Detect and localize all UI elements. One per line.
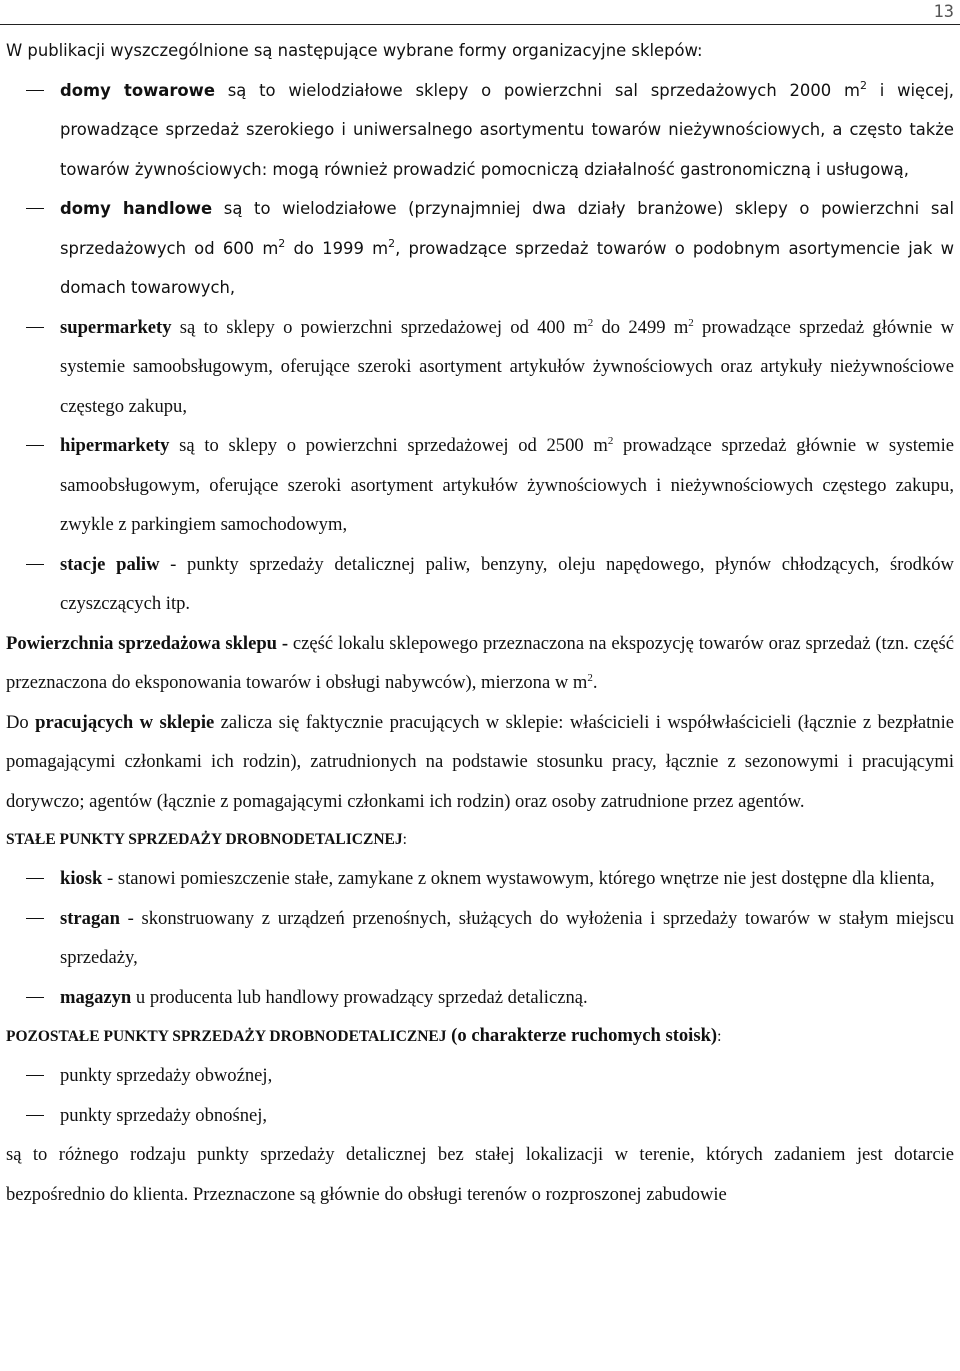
heading-paren: (o charakterze ruchomych stoisk) — [446, 1025, 718, 1046]
definition-cont: prowadzące sprzedaż głównie w systemie samoobsługowym, oferujące szeroki asortyment artykułów żywnościowych i nieżywnościowych częstego zakupu, zwykle z parkingiem samochodowym, — [60, 435, 954, 535]
term: magazyn — [60, 986, 132, 1008]
definition-end: , prowadzące sprzedaż towarów o podobnym asortymencie jak w domach towarowych, — [60, 238, 954, 297]
document-body — [6, 31, 954, 1214]
definition: - skonstruowany z urządzeń przenośnych, służących do wyłożenia i sprzedaży towarów w stałym miejscu sprzedaży, — [60, 907, 954, 968]
term: domy towarowe — [60, 80, 215, 100]
other-points-list — [6, 1056, 954, 1135]
term: stacje paliw — [60, 553, 160, 575]
fixed-points-heading — [6, 821, 954, 859]
definition: są to wielodziałowe (przynajmniej dwa działy branżowe) sklepy o powierzchni sal sprzedażowych od 600 m — [60, 199, 955, 258]
superscript: 2 — [859, 78, 867, 92]
superscript: 2 — [607, 435, 614, 447]
intro-paragraph: W publikacji wyszczególnione są następujące wybrane formy organizacyjne sklepów: — [6, 41, 703, 60]
list-item-domy-handlowe — [6, 189, 954, 308]
term: supermarkety — [60, 316, 172, 338]
superscript: 2 — [587, 316, 594, 329]
definition-cont: do 1999 m — [285, 238, 389, 258]
list-item: punkty sprzedaży obwoźnej, — [6, 1056, 954, 1096]
term: kiosk — [60, 868, 103, 889]
prefix: Do — [6, 711, 36, 733]
term: Powierzchnia sprzedażowa sklepu - — [6, 632, 289, 654]
superscript: 2 — [587, 672, 593, 684]
definition-end: prowadzące sprzedaż głównie w systemie samoobsługowym, oferujące szeroki asortyment artykułów żywnościowych oraz artykuły nieżywnościowe częstego zakupu, — [60, 316, 954, 417]
definition: zalicza się faktycznie pracujących w sklepie: właścicieli i współwłaścicieli (łącznie z bezpłatnie pomagającymi członkami ich rodzin), zatrudnionych na podstawie stosunku pracy, łącznie z sezonowymi i pracującymi dorywczo; agentów (łącznie z pomagającymi członkami ich rodzin) oraz osoby zatrudnione przez agentów. — [6, 711, 954, 812]
definition-end: . — [592, 672, 598, 693]
heading-text: POZOSTAŁE PUNKTY SPRZEDAŻY DROBNODETALICZNEJ — [6, 1028, 447, 1045]
list-item-supermarkety — [6, 308, 954, 427]
term: hipermarkety — [60, 435, 170, 456]
definition: - punkty sprzedaży detalicznej paliw, benzyny, oleju napędowego, płynów chłodzących, środków czyszczących itp. — [60, 553, 954, 614]
term: pracujących w sklepie — [35, 711, 215, 733]
definition-cont: do 2499 m — [593, 316, 689, 338]
page-number: 13 — [933, 2, 954, 22]
list-item-domy-towarowe — [6, 71, 954, 190]
fixed-points-list — [6, 859, 954, 1017]
term: domy handlowe — [60, 199, 213, 218]
list-item: punkty sprzedaży obnośnej, — [6, 1096, 954, 1136]
definition: u producenta lub handlowy prowadzący sprzedaż detaliczną. — [131, 986, 588, 1008]
list-item-magazyn — [6, 978, 954, 1018]
list-item-hipermarkety — [6, 426, 954, 545]
superscript: 2 — [388, 236, 396, 250]
closing-paragraph: są to różnego rodzaju punkty sprzedaży detalicznej bez stałej lokalizacji w terenie, których zadaniem jest dotarcie bezpośrednio do klienta. Przeznaczone są głównie do obsługi terenów o rozproszonej zabudowie — [6, 1144, 954, 1205]
superscript: 2 — [688, 316, 694, 329]
sales-area-definition — [6, 624, 954, 703]
heading-text: STAŁE PUNKTY SPRZEDAŻY DROBNODETALICZNEJ — [6, 831, 403, 848]
other-points-heading — [6, 1017, 954, 1056]
superscript: 2 — [278, 236, 286, 250]
store-forms-list — [6, 71, 954, 624]
definition: część lokalu sklepowego przeznaczona na ekspozycję towarów oraz sprzedaż (tzn. część przeznaczona do eksponowania towarów i obsługi nabywców), mierzona w m — [6, 632, 954, 693]
definition: - stanowi pomieszczenie stałe, zamykane z oknem wystawowym, którego wnętrze nie jest dostępne dla klienta, — [102, 868, 935, 889]
definition: są to wielodziałowe sklepy o powierzchni sal sprzedażowych 2000 m — [214, 80, 860, 100]
workers-definition — [6, 703, 954, 822]
header-rule — [0, 24, 960, 25]
term: stragan — [60, 907, 120, 929]
list-item-kiosk — [6, 859, 954, 899]
definition: są to sklepy o powierzchni sprzedażowej od 400 m — [171, 316, 588, 338]
definition: są to sklepy o powierzchni sprzedażowej od 2500 m — [169, 435, 608, 456]
heading-colon: : — [717, 1028, 722, 1045]
definition-cont: i więcej, prowadzące sprzedaż szerokiego i uniwersalnego asortymentu towarów nieżywnościowych, a często także towarów żywnościowych: mogą również prowadzić pomocniczą działalność gastronomiczną i usługową, — [60, 80, 954, 179]
heading-colon: : — [402, 831, 407, 848]
list-item-stacje-paliw — [6, 545, 954, 624]
list-item-stragan — [6, 899, 954, 978]
